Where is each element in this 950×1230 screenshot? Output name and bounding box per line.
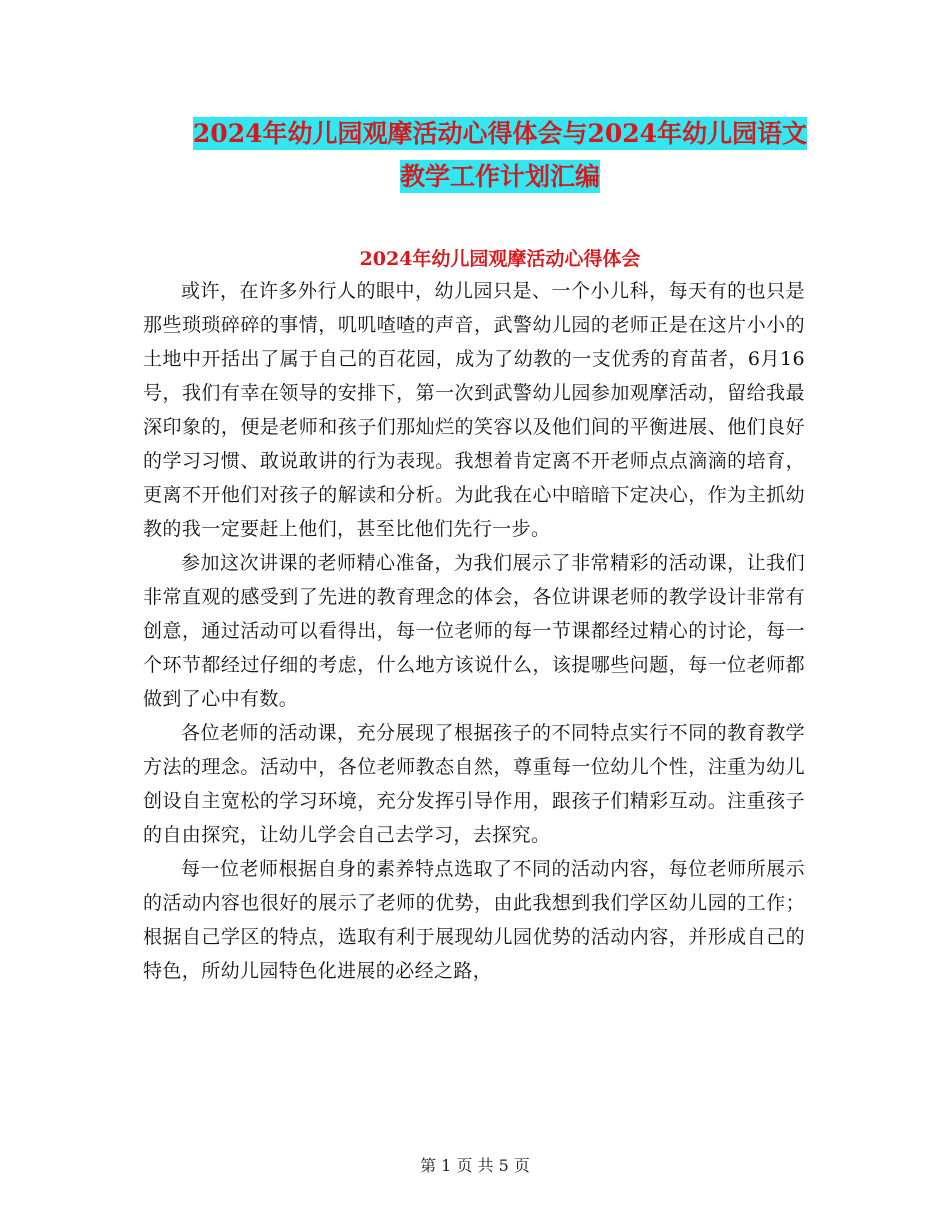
- page-footer: 第 1 页 共 5 页: [420, 1156, 530, 1175]
- document-title-line-2: 教学工作计划汇编: [399, 162, 600, 191]
- document-title: [140, 112, 860, 198]
- document-title-line-1: 2024年幼儿园观摩活动心得体会与2024年幼儿园语文: [192, 119, 808, 148]
- paragraph: 或许，在许多外行人的眼中，幼儿园只是、一个小儿科，每天有的也只是那些琐琐碎碎的事情，叽叽喳喳的声音，武警幼儿园的老师正是在这片小小的土地中开括出了属于自己的百花园，成为了幼教的一支优秀的育苗者，6月16号，我们有幸在领导的安排下，第一次到武警幼儿园参加观摩活动，留给我最深印象的，便是老师和孩子们那灿烂的笑容以及他们间的平衡进展、他们良好的学习习惯、敢说敢讲的行为表现。我想着肯定离不开老师点点滴滴的培育，更离不开他们对孩子的解读和分析。为此我在心中暗暗下定决心，作为主抓幼教的我一定要赶上他们，甚至比他们先行一步。: [143, 280, 805, 540]
- paragraph: 各位老师的活动课，充分展现了根据孩子的不同特点实行不同的教育教学方法的理念。活动中，各位老师教态自然，尊重每一位幼儿个性，注重为幼儿创设自主宽松的学习环境，充分发挥引导作用，跟孩子们精彩互动。注重孩子的自由探究，让幼儿学会自己去学习，去探究。: [143, 722, 805, 846]
- section-title: 2024年幼儿园观摩活动心得体会: [359, 248, 641, 270]
- paragraph: 参加这次讲课的老师精心准备，为我们展示了非常精彩的活动课，让我们非常直观的感受到了先进的教育理念的体会，各位讲课老师的教学设计非常有创意，通过活动可以看得出，每一位老师的每一节课都经过精心的讨论，每一个环节都经过仔细的考虑，什么地方该说什么，该提哪些问题，每一位老师都做到了心中有数。: [143, 552, 805, 710]
- body-text: [143, 274, 805, 988]
- paragraph: 每一位老师根据自身的素养特点选取了不同的活动内容，每位老师所展示的活动内容也很好的展示了老师的优势，由此我想到我们学区幼儿园的工作；根据自己学区的特点，选取有利于展现幼儿园优势的活动内容，并形成自己的特色，所幼儿园特色化进展的必经之路，: [143, 858, 805, 982]
